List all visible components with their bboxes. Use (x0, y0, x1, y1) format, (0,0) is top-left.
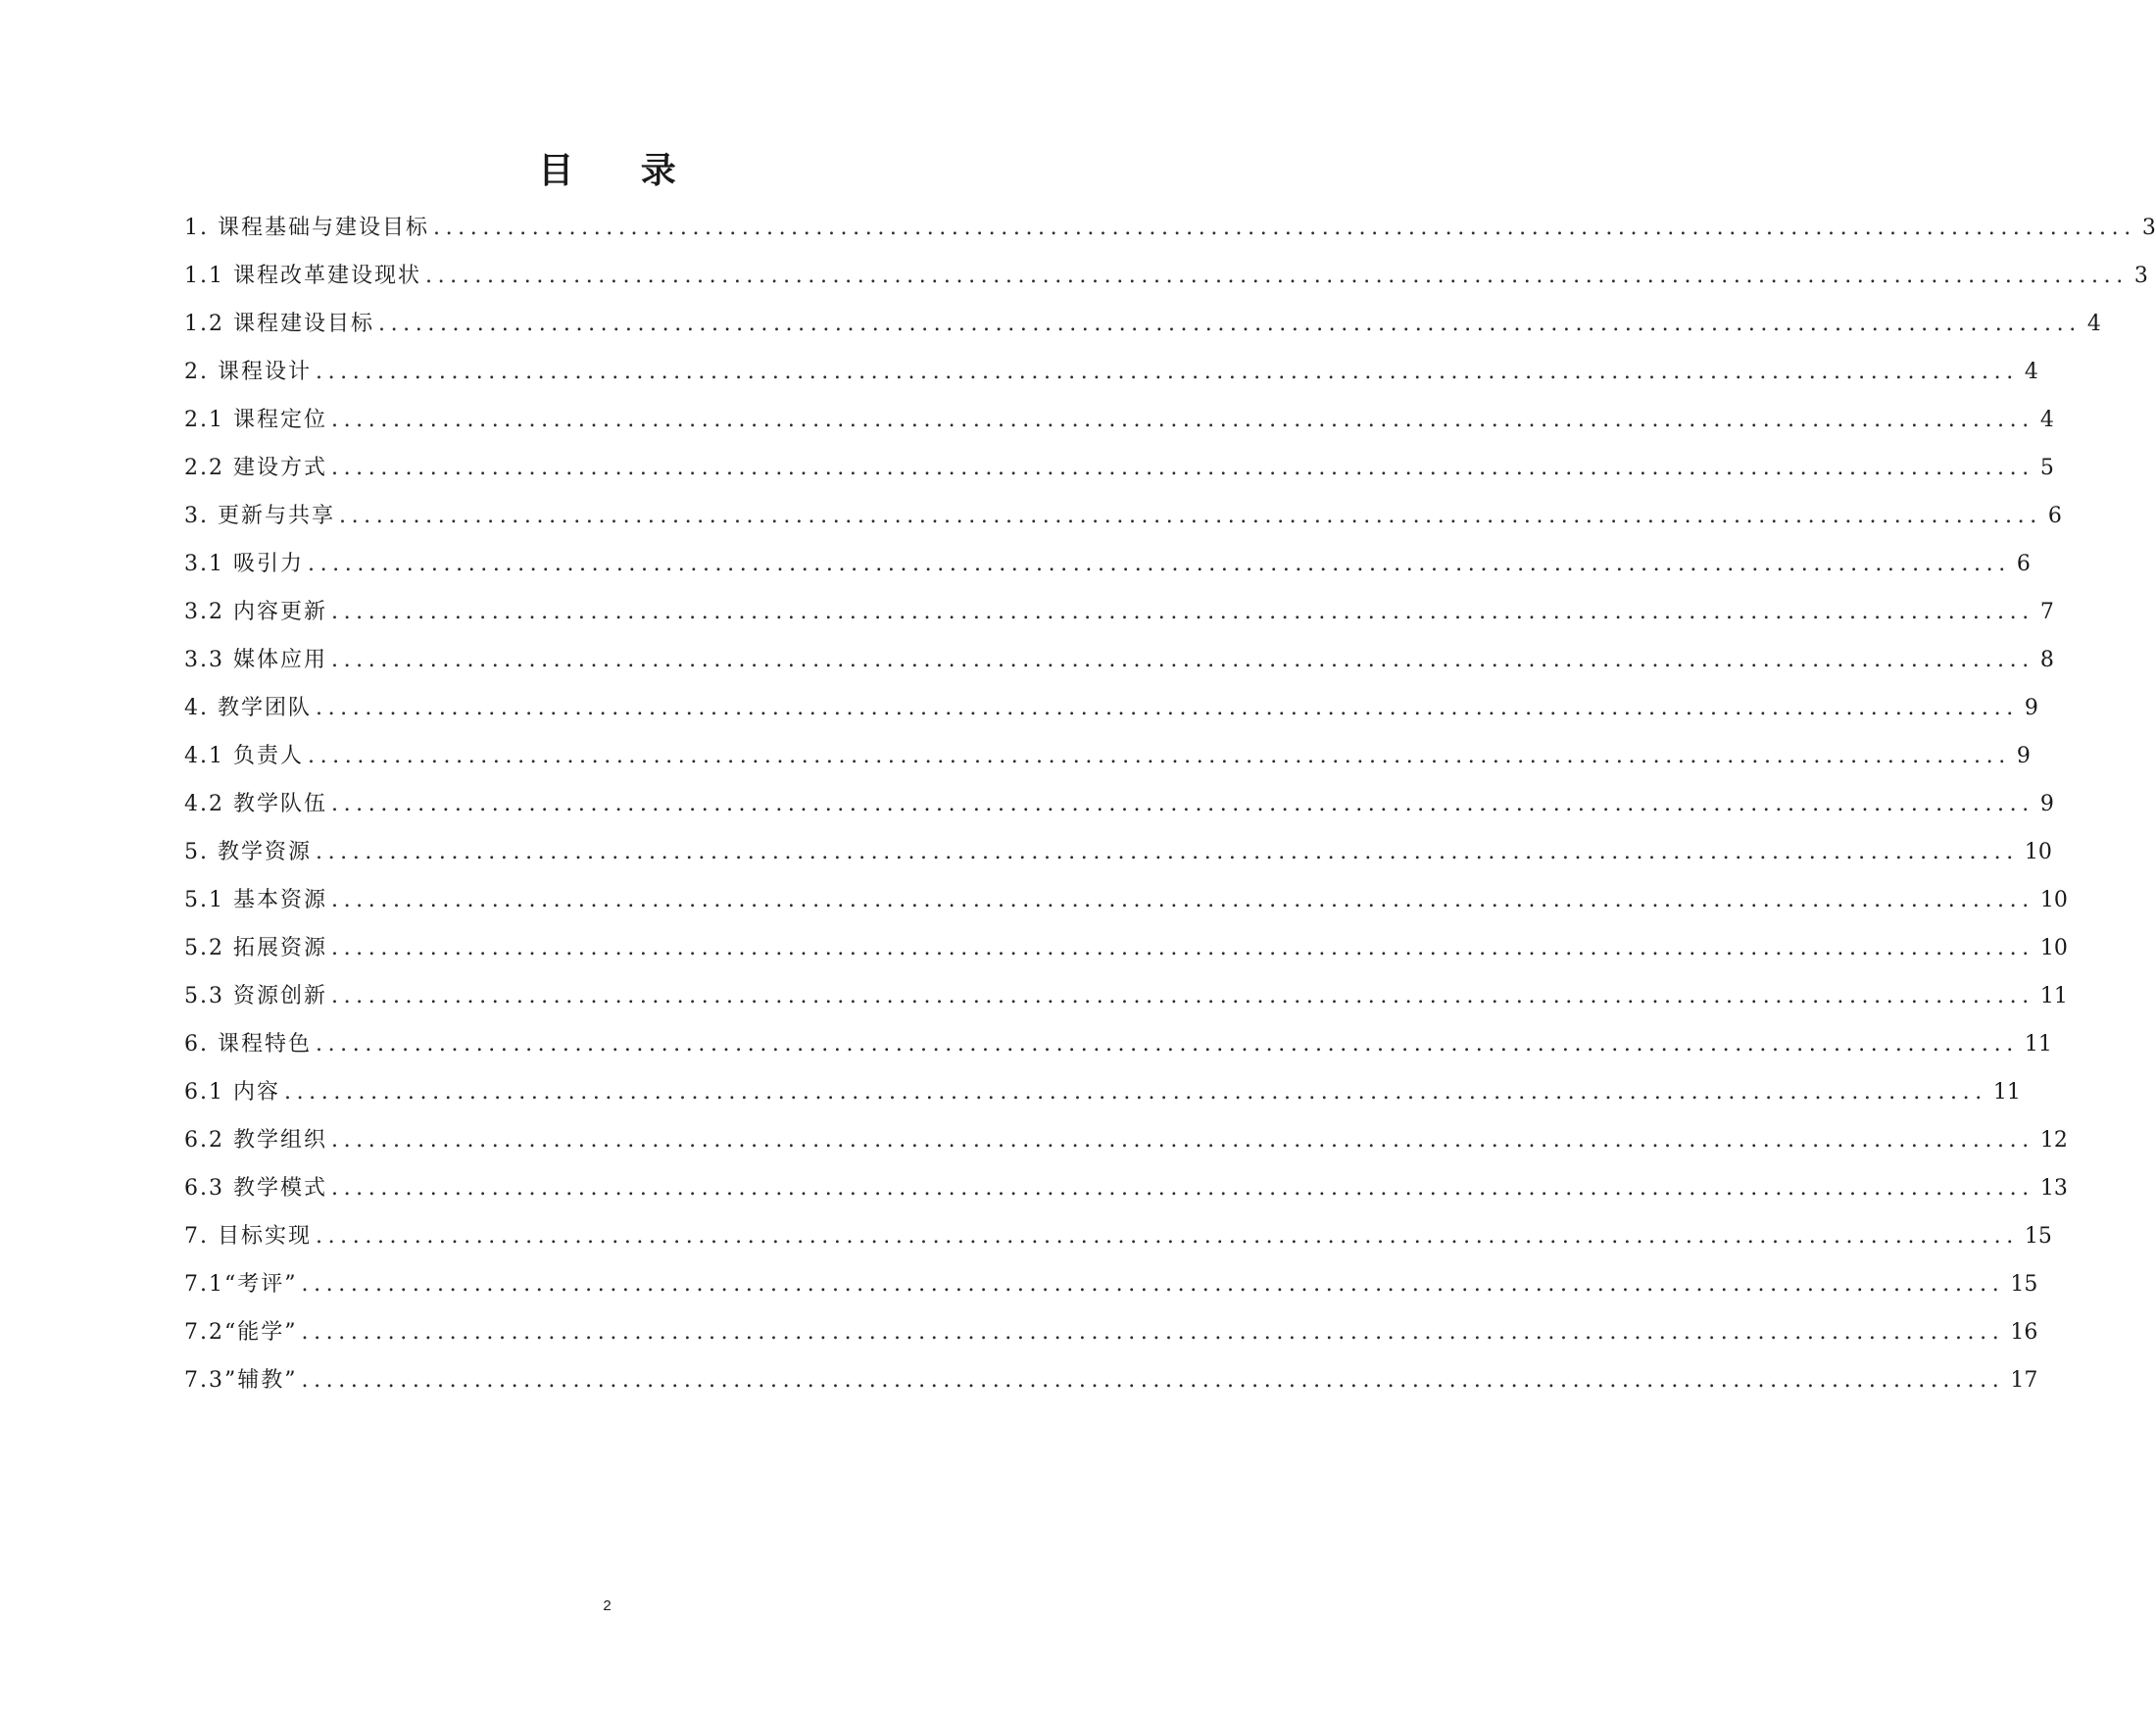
toc-entry-page: 4 (2039, 408, 2054, 432)
toc-entry-page: 10 (2024, 840, 2052, 864)
dot-leader: .......................................................................................................................................... (330, 936, 2034, 960)
toc-entry-page: 9 (2039, 792, 2054, 816)
toc-entry-page: 15 (2010, 1272, 2038, 1297)
toc-entry[interactable] (184, 1270, 2038, 1318)
toc-entry-page: 17 (2010, 1368, 2038, 1393)
dot-leader: .......................................................................................................................................... (307, 552, 2011, 576)
dot-leader: .......................................................................................................................................... (330, 792, 2034, 816)
dot-leader: .......................................................................................................................................... (283, 1080, 1987, 1104)
toc-entry-label: 4.2 教学队伍 (184, 792, 327, 816)
dot-leader: .......................................................................................................................................... (330, 600, 2034, 624)
toc-entry-page: 8 (2039, 648, 2054, 672)
toc-entry-page: 11 (2039, 984, 2068, 1008)
toc-entry[interactable] (184, 1126, 2068, 1174)
toc-entry-label: 5. 教学资源 (184, 840, 312, 864)
toc-entry-label: 5.2 拓展资源 (184, 936, 327, 960)
toc-entry-label: 1.1 课程改革建设现状 (184, 264, 421, 288)
toc-entry-page: 11 (2024, 1032, 2052, 1056)
toc-entry-label: 6.2 教学组织 (184, 1128, 327, 1153)
dot-leader: .......................................................................................................................................... (330, 408, 2034, 432)
toc-entry-page: 11 (1992, 1080, 2021, 1104)
toc-entry[interactable] (184, 454, 2054, 502)
dot-leader: .......................................................................................................................................... (315, 1032, 2019, 1056)
dot-leader: .......................................................................................................................................... (377, 312, 2082, 336)
toc-entry[interactable] (184, 742, 2031, 790)
toc-entry-page: 10 (2039, 936, 2068, 960)
toc-entry-label: 5.3 资源创新 (184, 984, 327, 1008)
dot-leader: .......................................................................................................................................... (330, 648, 2034, 672)
toc-entry-page: 5 (2039, 456, 2054, 480)
dot-leader: .......................................................................................................................................... (315, 1224, 2019, 1249)
toc-entry[interactable] (184, 982, 2068, 1030)
dot-leader: .......................................................................................................................................... (301, 1272, 2005, 1297)
toc-entry-label: 4. 教学团队 (184, 696, 312, 720)
toc-entry[interactable] (184, 550, 2031, 598)
toc-entry-label: 7.2“能学” (184, 1320, 298, 1345)
dot-leader: .......................................................................................................................................... (330, 1128, 2034, 1153)
toc-entry-label: 3.3 媒体应用 (184, 648, 327, 672)
toc-entry-label: 1.2 课程建设目标 (184, 312, 374, 336)
dot-leader: .......................................................................................................................................... (330, 888, 2034, 912)
toc-entry-label: 2.2 建设方式 (184, 456, 327, 480)
toc-entry-page: 3 (2141, 216, 2156, 240)
toc-entry-page: 9 (2024, 696, 2038, 720)
toc-entry-label: 6.1 内容 (184, 1080, 280, 1104)
toc-entry-label: 3.1 吸引力 (184, 552, 304, 576)
toc-entry-label: 7.3”辅教” (184, 1368, 298, 1393)
toc-entry[interactable] (184, 214, 2156, 262)
dot-leader: .......................................................................................................................................... (330, 1176, 2034, 1201)
page-number: 2 (603, 1597, 612, 1614)
toc-entry-page: 4 (2024, 360, 2038, 384)
toc-entry-label: 2. 课程设计 (184, 360, 312, 384)
toc-entry-page: 15 (2024, 1224, 2052, 1249)
toc-entry-label: 3.2 内容更新 (184, 600, 327, 624)
toc-entry-page: 9 (2016, 744, 2031, 768)
toc-entry[interactable] (184, 262, 2148, 310)
dot-leader: .......................................................................................................................................... (330, 984, 2034, 1008)
toc-entry-label: 3. 更新与共享 (184, 504, 335, 528)
toc-entry[interactable] (184, 694, 2038, 742)
dot-leader: .......................................................................................................................................... (315, 840, 2019, 864)
dot-leader: .......................................................................................................................................... (315, 696, 2019, 720)
dot-leader: .......................................................................................................................................... (424, 264, 2129, 288)
toc-entry[interactable] (184, 838, 2052, 886)
toc-entry[interactable] (184, 1078, 2021, 1126)
toc-entry[interactable] (184, 310, 2101, 358)
toc-entry-page: 13 (2039, 1176, 2068, 1201)
toc-entry[interactable] (184, 1366, 2038, 1414)
toc-entry[interactable] (184, 406, 2054, 454)
toc-entry-label: 1. 课程基础与建设目标 (184, 216, 429, 240)
dot-leader: .......................................................................................................................................... (315, 360, 2019, 384)
toc-entry-page: 12 (2039, 1128, 2068, 1153)
page-title: 目 录 (538, 151, 704, 191)
dot-leader: .......................................................................................................................................... (330, 456, 2034, 480)
toc-entry[interactable] (184, 358, 2038, 406)
toc-entry[interactable] (184, 598, 2054, 646)
toc-entry-label: 5.1 基本资源 (184, 888, 327, 912)
toc-entry-page: 6 (2016, 552, 2031, 576)
toc-entry[interactable] (184, 1030, 2052, 1078)
toc-entry-page: 16 (2010, 1320, 2038, 1345)
toc-entry-label: 7.1“考评” (184, 1272, 298, 1297)
toc-entry-page: 3 (2133, 264, 2148, 288)
toc-entry[interactable] (184, 886, 2068, 934)
dot-leader: .......................................................................................................................................... (301, 1368, 2005, 1393)
toc-entry-label: 2.1 课程定位 (184, 408, 327, 432)
toc-list (184, 214, 2156, 1414)
toc-entry[interactable] (184, 1318, 2038, 1366)
toc-entry-label: 6. 课程特色 (184, 1032, 312, 1056)
dot-leader: .......................................................................................................................................... (301, 1320, 2005, 1345)
toc-entry-page: 7 (2039, 600, 2054, 624)
toc-entry-page: 6 (2047, 504, 2062, 528)
dot-leader: .......................................................................................................................................... (307, 744, 2011, 768)
toc-entry[interactable] (184, 1222, 2052, 1270)
dot-leader: .......................................................................................................................................... (432, 216, 2136, 240)
toc-entry-label: 7. 目标实现 (184, 1224, 312, 1249)
toc-entry-page: 10 (2039, 888, 2068, 912)
toc-entry-label: 6.3 教学模式 (184, 1176, 327, 1201)
toc-entry-label: 4.1 负责人 (184, 744, 304, 768)
toc-entry-page: 4 (2086, 312, 2101, 336)
toc-entry[interactable] (184, 502, 2062, 550)
dot-leader: .......................................................................................................................................... (338, 504, 2042, 528)
toc-entry[interactable] (184, 646, 2054, 694)
toc-entry[interactable] (184, 934, 2068, 982)
toc-entry[interactable] (184, 1174, 2068, 1222)
toc-entry[interactable] (184, 790, 2054, 838)
